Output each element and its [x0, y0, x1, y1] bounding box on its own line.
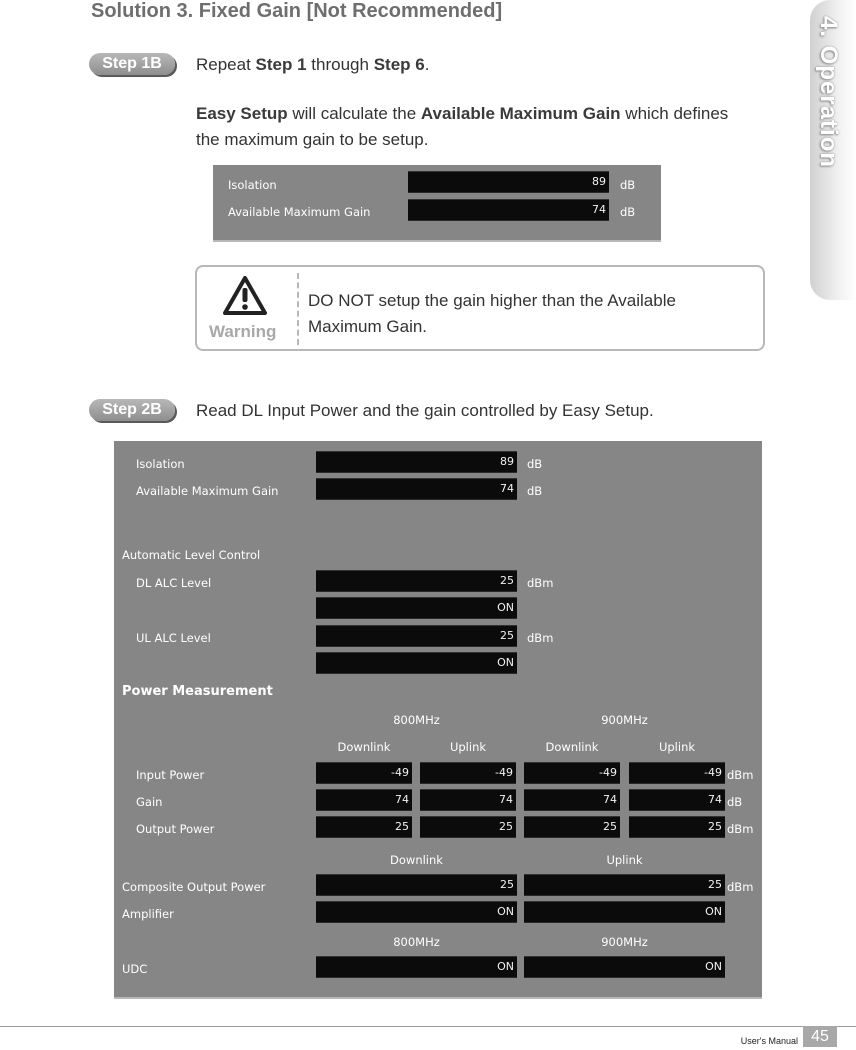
- field-value: -49: [495, 766, 513, 779]
- band-800-label: 800MHz: [393, 713, 440, 727]
- step-2b-badge: Step 2B: [89, 399, 175, 421]
- page-number: 45: [803, 1026, 837, 1047]
- warning-text-line: Maximum Gain.: [308, 317, 428, 336]
- alc-section-title: Automatic Level Control: [122, 548, 261, 562]
- gain-unit: dB: [727, 795, 743, 809]
- warning-callout: [195, 265, 765, 351]
- amplifier-ul-field: [524, 901, 725, 923]
- section-side-tab-label: 4. Operation: [815, 16, 842, 169]
- warning-icon-label: Warning: [209, 322, 277, 341]
- udc-800-field: [316, 956, 517, 978]
- step-1b-line1: [196, 51, 429, 78]
- output-power-field: [316, 816, 412, 838]
- composite-uplink-header: Uplink: [606, 853, 643, 867]
- dl-alc-label: DL ALC Level: [136, 576, 212, 590]
- text-run: through: [306, 55, 374, 74]
- field-value: 74: [708, 793, 722, 806]
- field-value: -49: [599, 766, 617, 779]
- max-gain-value-field: [316, 478, 517, 500]
- udc-900-header: 900MHz: [601, 935, 648, 949]
- text-run: Repeat: [196, 55, 256, 74]
- ul-alc-state-field: [316, 652, 517, 674]
- easy-setup-status-panel: [114, 441, 762, 999]
- isolation-label: Isolation: [136, 457, 185, 471]
- udc-label: UDC: [122, 962, 148, 976]
- input-power-field: [420, 762, 516, 784]
- field-value: 74: [592, 203, 606, 216]
- band-900-label: 900MHz: [601, 713, 648, 727]
- text-run: .: [424, 55, 430, 74]
- gain-field: [420, 789, 516, 811]
- udc-900-field: [524, 956, 725, 978]
- max-gain-unit: dB: [620, 205, 636, 219]
- step-2b-text: Read DL Input Power and the gain controlled by Easy Setup.: [196, 401, 654, 420]
- dl-alc-value-field: [316, 570, 517, 592]
- output-power-label: Output Power: [136, 822, 215, 836]
- output-power-field: [629, 816, 725, 838]
- max-gain-label: Available Maximum Gain: [228, 205, 371, 219]
- col-800-downlink: Downlink: [337, 740, 391, 754]
- isolation-label: Isolation: [228, 178, 277, 192]
- field-value: 25: [395, 820, 409, 833]
- input-power-label: Input Power: [136, 768, 205, 782]
- field-value: ON: [497, 905, 514, 918]
- section-side-tab: [810, 0, 856, 300]
- gain-field: [629, 789, 725, 811]
- text-bold: Step 1: [255, 55, 307, 74]
- step-1b-line2: [196, 100, 728, 127]
- footer-rule: [0, 1026, 856, 1027]
- input-power-field: [316, 762, 412, 784]
- footer-label: User's Manual: [740, 1036, 798, 1046]
- isolation-unit: dB: [527, 457, 543, 471]
- warning-divider: [297, 273, 299, 345]
- field-value: 25: [500, 629, 514, 642]
- text-run: will calculate the: [287, 104, 421, 123]
- input-power-unit: dBm: [727, 768, 754, 782]
- field-value: 74: [395, 793, 409, 806]
- dl-alc-state-field: [316, 597, 517, 619]
- max-gain-label: Available Maximum Gain: [136, 484, 279, 498]
- composite-dl-field: [316, 874, 517, 896]
- field-value: 89: [592, 175, 606, 188]
- isolation-value-field: [408, 171, 609, 193]
- field-value: 74: [499, 793, 513, 806]
- page-title: Solution 3. Fixed Gain [Not Recommended]: [91, 0, 503, 22]
- field-value: 25: [500, 878, 514, 891]
- field-value: 25: [708, 820, 722, 833]
- field-value: -49: [391, 766, 409, 779]
- ul-alc-label: UL ALC Level: [136, 631, 211, 645]
- output-power-field: [524, 816, 620, 838]
- amplifier-label: Amplifier: [122, 907, 174, 921]
- field-value: 74: [500, 482, 514, 495]
- field-value: ON: [497, 601, 514, 614]
- udc-800-header: 800MHz: [393, 935, 440, 949]
- composite-unit: dBm: [727, 880, 754, 894]
- warning-text-line: DO NOT setup the gain higher than the Available: [308, 291, 676, 310]
- warning-triangle-icon: [222, 275, 268, 317]
- field-value: 25: [500, 574, 514, 587]
- step-1b-line3: the maximum gain to be setup.: [196, 130, 429, 149]
- max-gain-unit: dB: [527, 484, 543, 498]
- field-value: 25: [708, 878, 722, 891]
- text-bold: Easy Setup: [196, 104, 288, 123]
- field-value: ON: [705, 960, 722, 973]
- field-value: -49: [704, 766, 722, 779]
- isolation-value-field: [316, 451, 517, 473]
- field-value: ON: [705, 905, 722, 918]
- input-power-field: [524, 762, 620, 784]
- isolation-unit: dB: [620, 178, 636, 192]
- dl-alc-unit: dBm: [527, 576, 554, 590]
- field-value: ON: [497, 656, 514, 669]
- gain-field: [316, 789, 412, 811]
- gain-summary-panel: [213, 165, 661, 242]
- power-measurement-title: Power Measurement: [122, 684, 273, 699]
- text-bold: Available Maximum Gain: [420, 104, 621, 123]
- field-value: 25: [499, 820, 513, 833]
- composite-ul-field: [524, 874, 725, 896]
- ul-alc-unit: dBm: [527, 631, 554, 645]
- col-900-downlink: Downlink: [545, 740, 599, 754]
- ul-alc-value-field: [316, 625, 517, 647]
- warning-text: [308, 288, 676, 340]
- composite-output-label: Composite Output Power: [122, 880, 266, 894]
- composite-downlink-header: Downlink: [390, 853, 443, 867]
- amplifier-dl-field: [316, 901, 517, 923]
- field-value: 89: [500, 455, 514, 468]
- text-run: which defines: [620, 104, 729, 123]
- field-value: ON: [497, 960, 514, 973]
- text-bold: Step 6: [373, 55, 425, 74]
- output-power-unit: dBm: [727, 822, 754, 836]
- output-power-field: [420, 816, 516, 838]
- col-800-uplink: Uplink: [449, 740, 487, 754]
- field-value: 74: [603, 793, 617, 806]
- input-power-field: [629, 762, 725, 784]
- gain-label: Gain: [136, 795, 163, 809]
- col-900-uplink: Uplink: [658, 740, 696, 754]
- field-value: 25: [603, 820, 617, 833]
- max-gain-value-field: [408, 199, 609, 221]
- gain-field: [524, 789, 620, 811]
- step-1b-badge: Step 1B: [89, 53, 175, 75]
